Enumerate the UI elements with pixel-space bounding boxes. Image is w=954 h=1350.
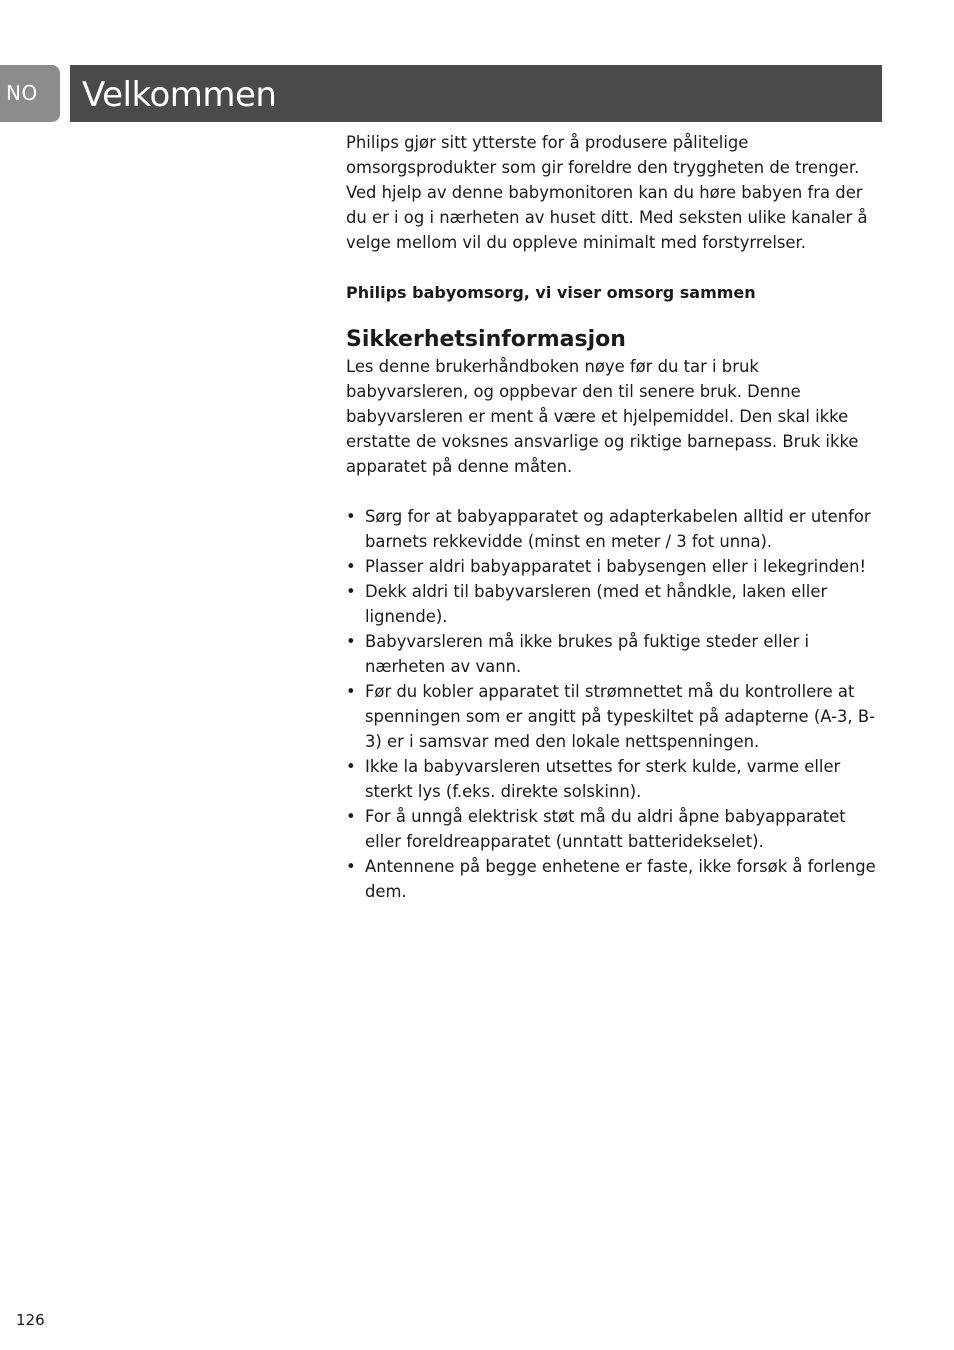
language-tab xyxy=(0,65,60,122)
title-bar xyxy=(70,65,882,122)
bullet-icon: • xyxy=(346,757,356,776)
bullet-icon: • xyxy=(346,807,356,826)
bullet-icon: • xyxy=(346,857,356,876)
safety-paragraph: Les denne brukerhåndboken nøye før du tar i bruk babyvarsleren, og oppbevar den til senere bruk. Denne babyvarsleren er ment å være et hjelpemiddel. Den skal ikke erstatte de voksnes ansvarlige og riktige barnepass. Bruk ikke apparatet på denne måten. xyxy=(346,357,859,476)
list-item-text: Før du kobler apparatet til strømnettet må du kontrollere at spenningen som er angitt på typeskiltet på adapterne (A-3, B-3) er i samsvar med den lokale nettspenningen. xyxy=(365,682,875,751)
list-item xyxy=(346,854,882,904)
list-item xyxy=(346,504,882,554)
list-item xyxy=(346,579,882,629)
list-item xyxy=(346,629,882,679)
list-item xyxy=(346,804,882,854)
main-content xyxy=(346,130,882,904)
list-item-text: Dekk aldri til babyvarsleren (med et håndkle, laken eller lignende). xyxy=(365,582,828,626)
bullet-icon: • xyxy=(346,632,356,651)
intro-paragraph: Philips gjør sitt ytterste for å produsere pålitelige omsorgsprodukter som gir foreldre den tryggheten de trenger. Ved hjelp av denne babymonitoren kan du høre babyen fra der du er i og i nærheten av huset ditt. Med seksten ulike kanaler å velge mellom vil du oppleve minimalt med forstyrrelser. xyxy=(346,133,868,252)
safety-bullet-list xyxy=(346,504,882,904)
list-item xyxy=(346,754,882,804)
bullet-icon: • xyxy=(346,682,356,701)
list-item-text: Sørg for at babyapparatet og adapterkabelen alltid er utenfor barnets rekkevidde (minst en meter / 3 fot unna). xyxy=(365,507,871,551)
list-item xyxy=(346,554,882,579)
page-title: Velkommen xyxy=(82,75,277,115)
section-heading-safety: Sikkerhetsinformasjon xyxy=(346,327,626,352)
list-item-text: Babyvarsleren må ikke brukes på fuktige steder eller i nærheten av vann. xyxy=(365,632,810,676)
list-item-text: Plasser aldri babyapparatet i babysengen eller i lekegrinden! xyxy=(365,557,867,576)
list-item-text: Ikke la babyvarsleren utsettes for sterk kulde, varme eller sterkt lys (f.eks. direkte solskinn). xyxy=(365,757,841,801)
list-item-text: For å unngå elektrisk støt må du aldri åpne babyapparatet eller foreldreapparatet (unntatt batteridekselet). xyxy=(365,807,846,851)
list-item-text: Antennene på begge enhetene er faste, ikke forsøk å forlenge dem. xyxy=(365,857,876,901)
bullet-icon: • xyxy=(346,507,356,526)
language-code: NO xyxy=(6,81,38,105)
page-number: 126 xyxy=(16,1311,45,1329)
bullet-icon: • xyxy=(346,557,356,576)
list-item xyxy=(346,679,882,754)
tagline: Philips babyomsorg, vi viser omsorg sammen xyxy=(346,283,756,302)
bullet-icon: • xyxy=(346,582,356,601)
